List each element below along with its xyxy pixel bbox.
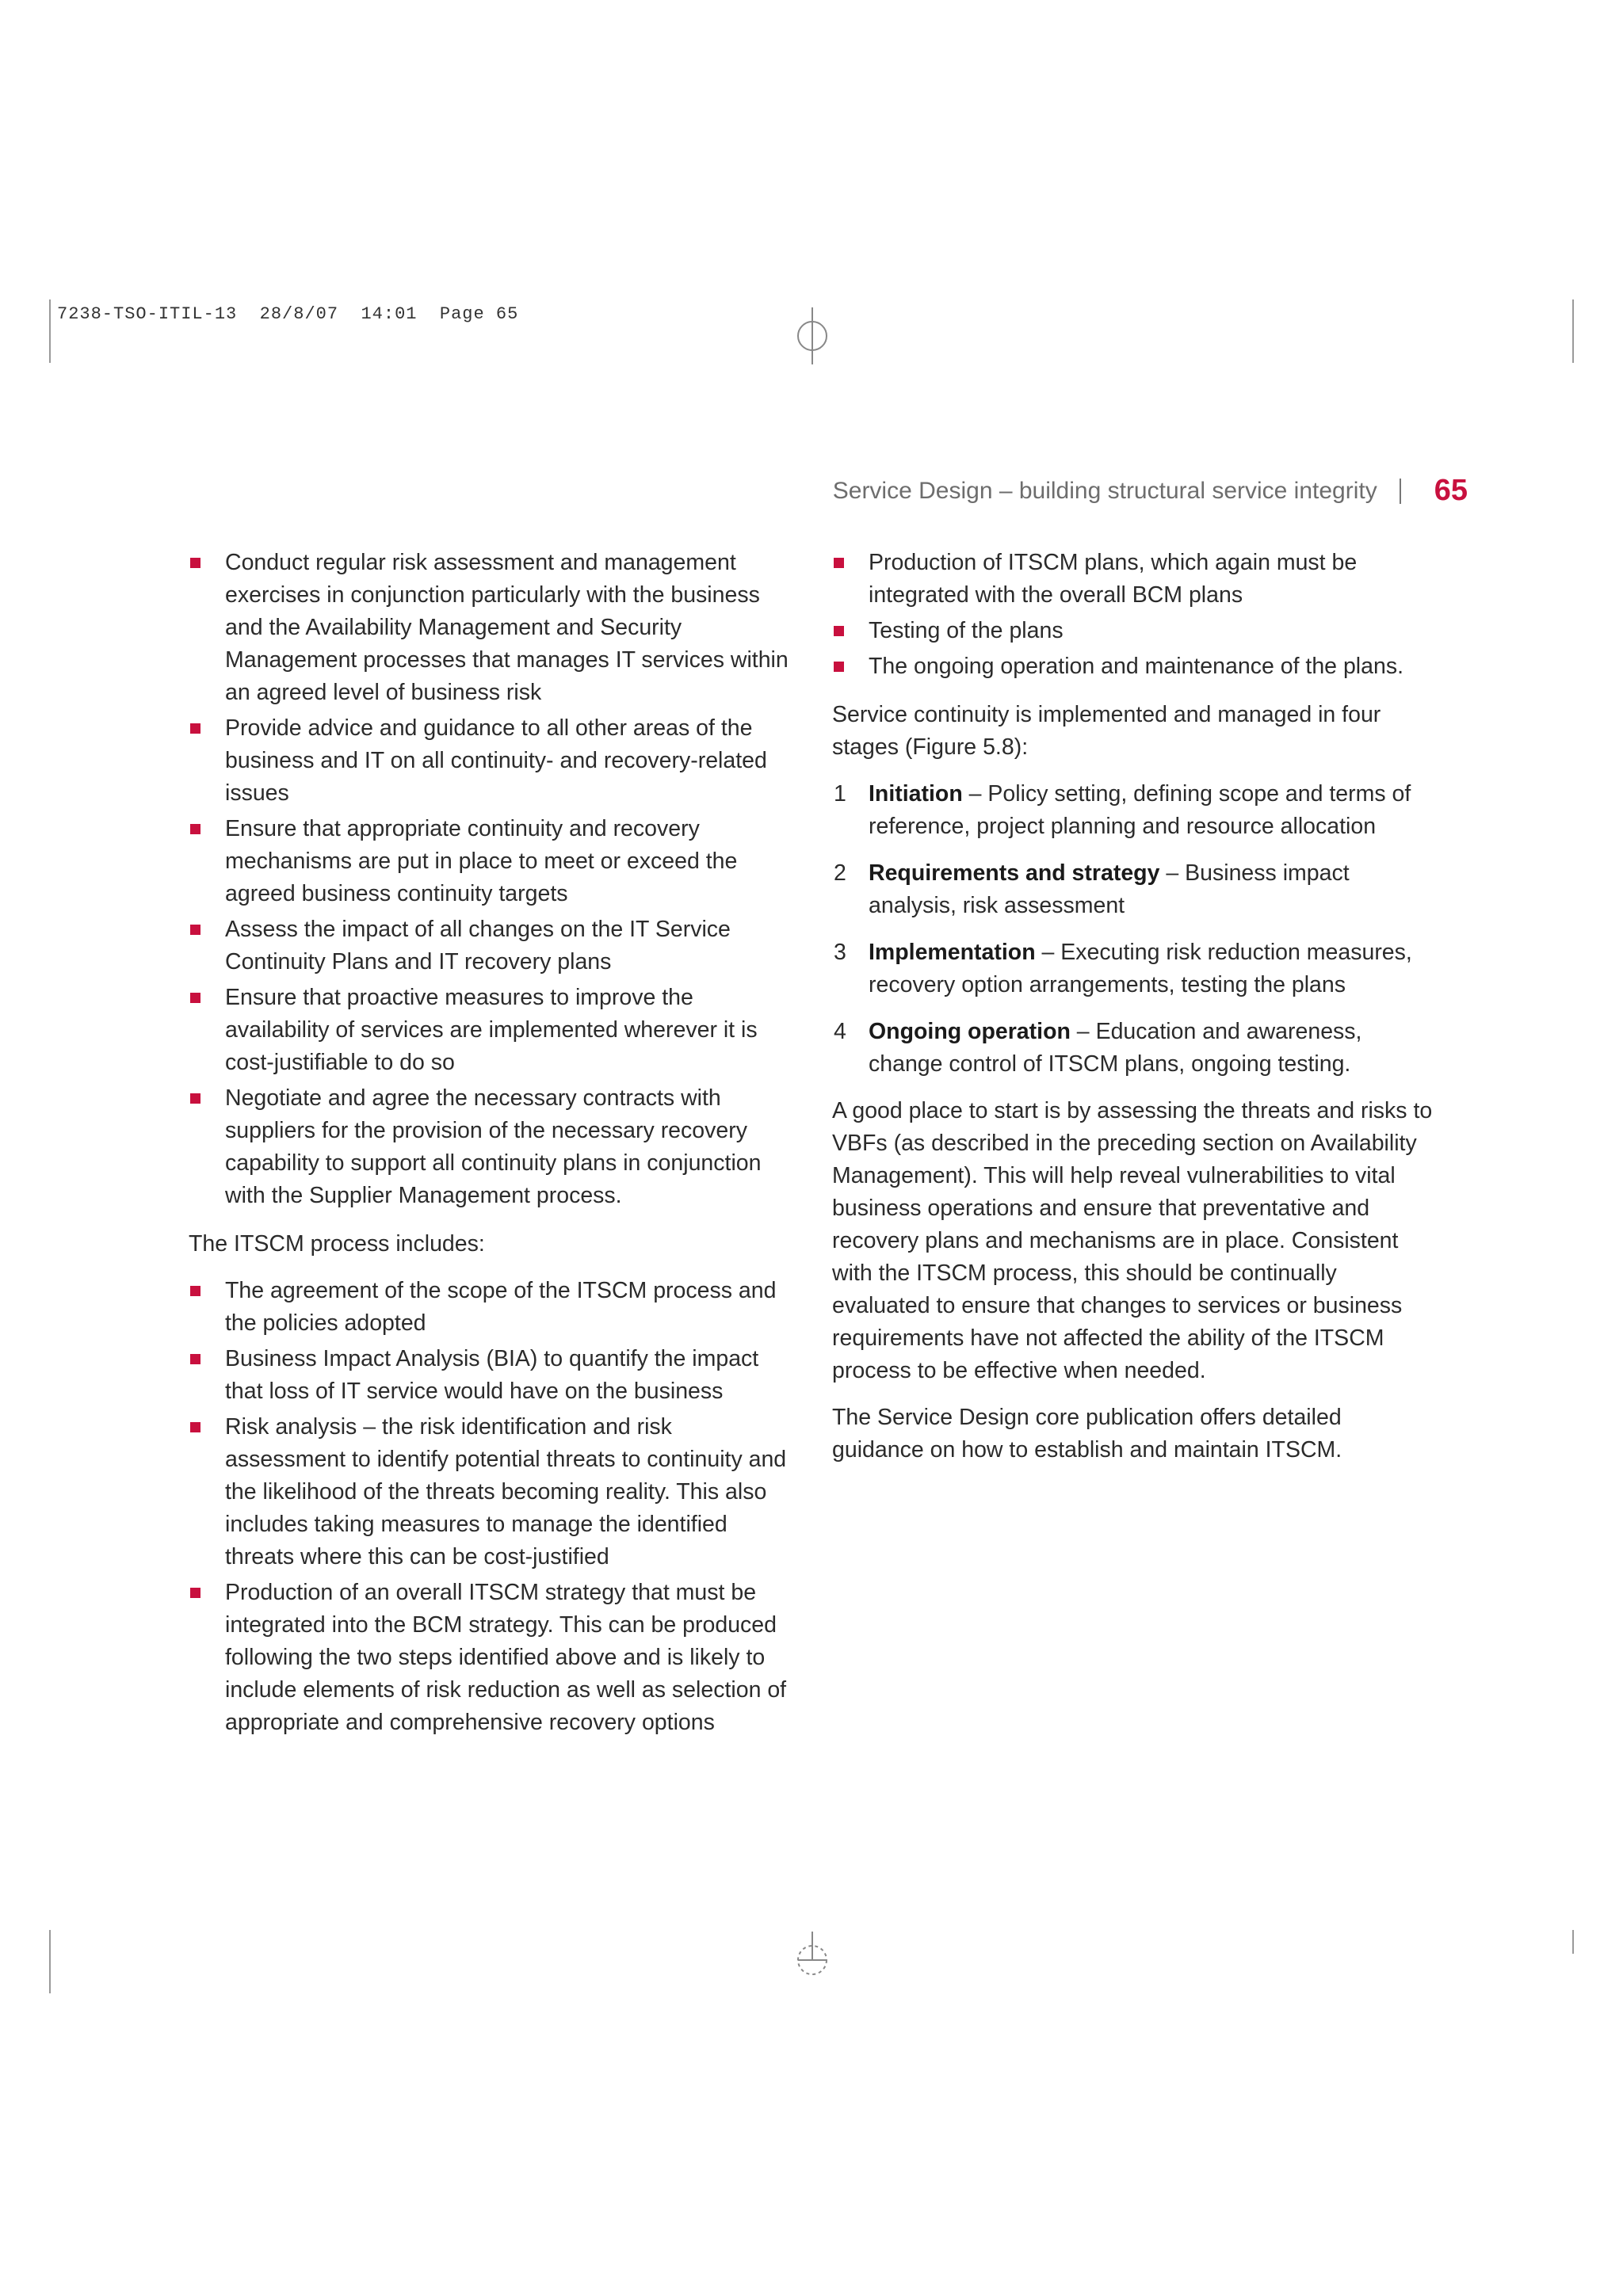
paragraph: A good place to start is by assessing the threats and risks to VBFs (as described in the preceding section on Availability Management). This will help reveal vulnerabilities to vital business operations and ensure that preventative and recovery plans and mechanisms are in place. Consistent with the ITSCM process, this should be continually evaluated to ensure that changes to services or business requirements have not affected the ability of the ITSCM process to be effective when needed. [832, 1098, 1433, 1383]
list-item: Provide advice and guidance to all other areas of the business and IT on all continuity- and recovery-related issues [189, 712, 795, 810]
stage-term: Initiation [869, 781, 963, 807]
right-column [832, 547, 1434, 1481]
list-item: Negotiate and agree the necessary contracts with suppliers for the provision of the necessary recovery capability to support all continuity plans in conjunction with the Supplier Management process. [189, 1082, 795, 1212]
list-item: Assess the impact of all changes on the IT Service Continuity Plans and IT recovery plans [189, 913, 795, 978]
list-item: The ongoing operation and maintenance of the plans. [832, 650, 1434, 683]
stage-item [832, 857, 1434, 922]
registration-mark-top-icon [792, 304, 832, 368]
page-number: 65 [1434, 474, 1468, 507]
stage-number: 2 [834, 860, 846, 886]
crop-mark-bottom-right [1572, 1930, 1574, 1954]
stage-item [832, 1016, 1434, 1081]
list-item: Ensure that proactive measures to improve the availability of services are implemented wherever it is cost-justifiable to do so [189, 982, 795, 1079]
process-includes-list [189, 1275, 795, 1739]
stage-item [832, 778, 1434, 843]
list-item: Testing of the plans [832, 615, 1434, 647]
stage-description: – Education and awareness, change control of ITSCM plans, ongoing testing. [869, 1019, 1362, 1077]
process-includes-list-continued [832, 547, 1434, 683]
crop-mark-bottom-left [49, 1930, 51, 1993]
objectives-list [189, 547, 795, 1212]
paragraph: The Service Design core publication offers detailed guidance on how to establish and maintain ITSCM. [832, 1405, 1342, 1463]
stage-term: Requirements and strategy [869, 860, 1160, 886]
paragraph: The ITSCM process includes: [189, 1231, 485, 1257]
print-slug: 7238-TSO-ITIL-13 28/8/07 14:01 Page 65 [57, 304, 519, 324]
crop-mark-top-left [49, 299, 51, 363]
running-head-divider [1400, 479, 1401, 504]
stages-list [832, 778, 1434, 1081]
stage-description: – Policy setting, defining scope and terms of reference, project planning and resource allocation [869, 781, 1411, 839]
left-column [189, 547, 795, 1755]
running-head [833, 474, 1468, 508]
crop-mark-top-right [1572, 299, 1574, 363]
stage-number: 3 [834, 940, 846, 965]
registration-mark-bottom-icon [792, 1930, 832, 1985]
stage-number: 1 [834, 781, 846, 807]
running-head-title: Service Design – building structural service integrity [832, 477, 1377, 504]
stage-number: 4 [834, 1019, 846, 1044]
list-item: The agreement of the scope of the ITSCM process and the policies adopted [189, 1275, 795, 1340]
stage-description: – Business impact analysis, risk assessment [869, 860, 1350, 918]
list-item: Ensure that appropriate continuity and recovery mechanisms are put in place to meet or exceed the agreed business continuity targets [189, 813, 795, 910]
stage-item [832, 936, 1434, 1001]
list-item: Conduct regular risk assessment and management exercises in conjunction particularly with the business and the Availability Management and Security Management processes that manages IT services within an agreed level of business risk [189, 547, 795, 709]
stage-term: Ongoing operation [869, 1019, 1071, 1044]
stage-term: Implementation [869, 940, 1036, 965]
paragraph: Service continuity is implemented and managed in four stages (Figure 5.8): [832, 702, 1381, 760]
list-item: Production of ITSCM plans, which again must be integrated with the overall BCM plans [832, 547, 1434, 612]
list-item: Risk analysis – the risk identification and risk assessment to identify potential threats to continuity and the likelihood of the threats becoming reality. This also includes taking measures to manage the identified threats where this can be cost-justified [189, 1411, 795, 1573]
stage-description: – Executing risk reduction measures, recovery option arrangements, testing the plans [869, 940, 1412, 997]
list-item: Production of an overall ITSCM strategy that must be integrated into the BCM strategy. This can be produced following the two steps identified above and is likely to include elements of risk reduction as well as selection of appropriate and comprehensive recovery options [189, 1577, 795, 1739]
list-item: Business Impact Analysis (BIA) to quantify the impact that loss of IT service would have on the business [189, 1343, 795, 1408]
